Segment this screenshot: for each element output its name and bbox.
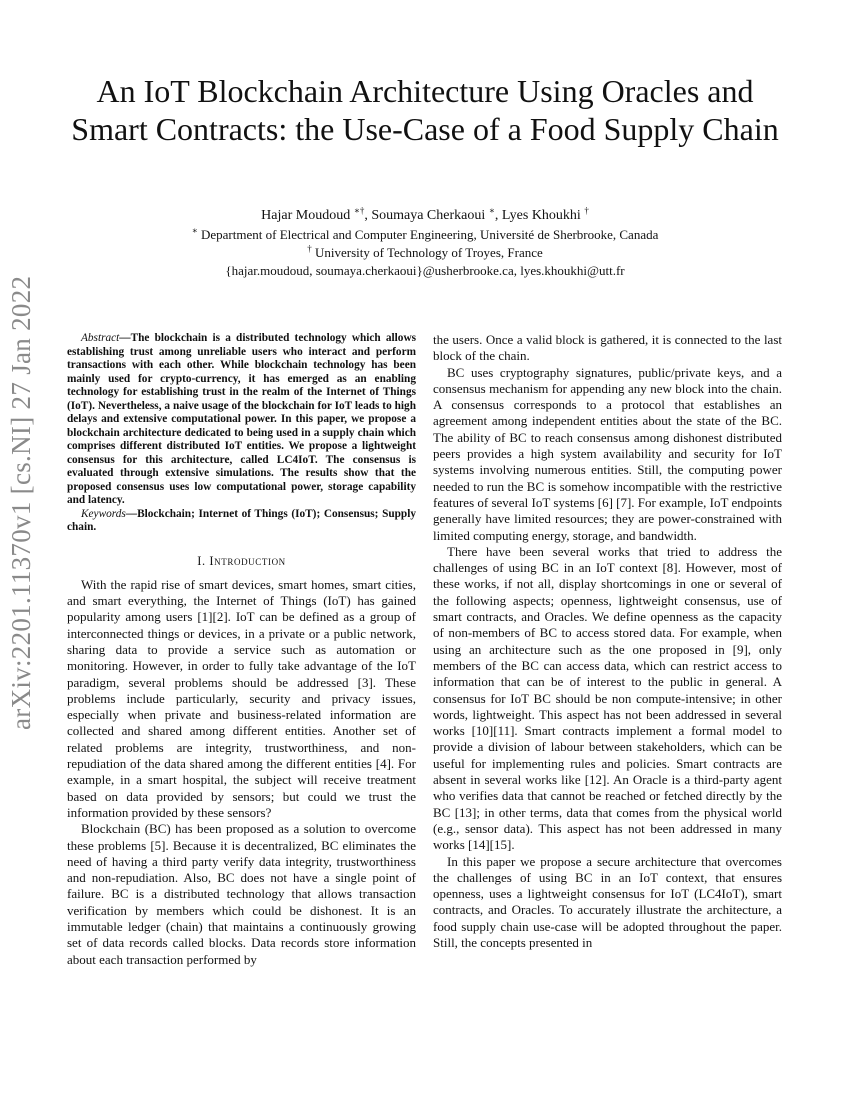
author-name: Hajar Moudoud (261, 208, 351, 223)
keywords-label: Keywords (81, 507, 126, 520)
arxiv-identifier-stamp (6, 275, 46, 730)
body-paragraph: With the rapid rise of smart devices, smart homes, smart cities, and smart everything, the Internet of Things (IoT) has gained popularity among users [1][2]. IoT can be defined as a group of interconnected things or devices, in a private or a public network, sharing data to provide a service such as automation or monitoring. However, in order to fully take advantage of the IoT paradigm, several problems should be addressed [3]. These problems include particularly, security and privacy issues, especially when private and business-related information are collected and shared among different entities. Another set of related problems are integrity, trustworthiness, and non-repudiation of the data shared among the different entities [4]. For example, in a smart hospital, the subject will receive treatment based on data provided by sensors; but could we trust the information provided by these sensors? (67, 576, 416, 820)
author-emails: {hajar.moudoud, soumaya.cherkaoui}@usherbrooke.ca, lyes.khoukhi@utt.fr (225, 263, 625, 278)
author-affiliation-mark: ∗ (488, 205, 495, 216)
right-column (433, 332, 782, 951)
affiliation-line (60, 244, 790, 262)
section-heading-introduction: I. Introduction (197, 553, 286, 568)
body-paragraph: BC uses cryptography signatures, public/private keys, and a consensus mechanism for appending any new block into the chain. A consensus corresponds to a protocol that establishes an agreement among independent entities about the state of the BC. The ability of BC to reach consensus among dishonest distributed peers provides a high system availability and security for IoT systems involving numerous entities. Still, the computing power needed to run the BC is somehow incompatible with the restrictive features of several IoT systems [6] [7]. For example, IoT endpoints generally have limited resources; they are power-constrained with limited computing energy, storage, and bandwidth. (433, 364, 782, 543)
author-list: Hajar Moudoud ∗†, Soumaya Cherkaoui ∗, Lyes Khoukhi † (261, 205, 589, 223)
keywords (67, 508, 416, 535)
left-column (67, 332, 416, 968)
body-paragraph: Blockchain (BC) has been proposed as a solution to overcome these problems [5]. Because it is decentralized, BC eliminates the need of having a third party verify data integrity, trustworthiness and non-repudiation. Also, BC does not have a single point of failure. BC is a distributed technology that allows transaction verification by members which could be dishonest. It is an immutable ledger (chain) that maintains a continuously growing set of data records called blocks. Data records store information about each transaction performed by (67, 821, 416, 967)
affiliation-line (60, 226, 790, 244)
body-paragraph: In this paper we propose a secure architecture that overcomes the challenges of using BC in an IoT context, that ensures openness, uses a lightweight consensus for IoT (LC4IoT), smart contracts, and Oracles. To accurately illustrate the architecture, a food supply chain use-case will be adopted throughout the paper. Still, the concepts presented in (433, 853, 782, 950)
author-affiliation-mark: † (584, 205, 589, 216)
paper-title: An IoT Blockchain Architecture Using Oracles and Smart Contracts: the Use-Case of a Food Supply Chain (71, 73, 779, 147)
arxiv-identifier-text: arXiv:2201.11370v1 [cs.NI] 27 Jan 2022 (6, 275, 36, 730)
affiliation-text: University of Technology of Troyes, France (314, 245, 543, 260)
affiliation-mark: † (307, 243, 312, 254)
author-affiliation-mark: ∗† (353, 205, 365, 216)
abstract-label: Abstract (81, 332, 120, 344)
body-paragraph: There have been several works that tried to address the challenges of using BC in an IoT context [8]. However, most of these works, if not all, display shortcomings in one or several of the following aspects; openness, lightweight consensus, use of smart contracts, and Oracles. We define openness as the capacity of non-members of BC to access stored data. For example, when using an architecture such as the one proposed in [9], only members of the BC can access data, which can restrict access to information that can be of interest to the public in general. A consensus for IoT BC should be non compute-intensive; in other words, lightweight. This aspect has not been addressed in several works [10][11]. Smart contracts implement a formal model to provide a division of labour between stakeholders, which can be useful for implementing rules and policies. Smart contracts are absent in several works like [12]. An Oracle is a third-party agent who verifies data that cannot be reached or fetched directly by the BC [13]; in other terms, data that comes from the physical world (e.g., sensor data). This aspect has not been addressed in many works [14][15]. (433, 543, 782, 853)
abstract-text: —The blockchain is a distributed technology which allows establishing trust among unreliable users who interact and perform transactions with each other. While blockchain technology has been mainly used for crypto-currency, it has emerged as an enabling technology for establishing trust in the realm of the Internet of Things (IoT). Nevertheless, a naive usage of the blockchain for IoT leads to high delays and extensive computational power. In this paper, we propose a blockchain architecture dedicated to being used in a supply chain which comprises different distributed IoT entities. We propose a lightweight consensus for this architecture, called LC4IoT. The consensus is evaluated through extensive simulations. The results show that the proposed consensus uses low computational power, storage capability and latency. (67, 332, 416, 506)
authors-block (60, 206, 790, 280)
body-paragraph: the users. Once a valid block is gathered, it is connected to the last block of the chain. (433, 332, 782, 364)
affiliation-mark: ∗ (191, 225, 198, 236)
keywords-text: —Blockchain; Internet of Things (IoT); Consensus; Supply chain. (67, 507, 416, 533)
affiliation-text: Department of Electrical and Computer Engineering, Université de Sherbrooke, Canada (201, 227, 659, 242)
author-name: Soumaya Cherkaoui (371, 208, 486, 223)
author-name: Lyes Khoukhi (501, 208, 581, 223)
abstract (67, 332, 416, 508)
